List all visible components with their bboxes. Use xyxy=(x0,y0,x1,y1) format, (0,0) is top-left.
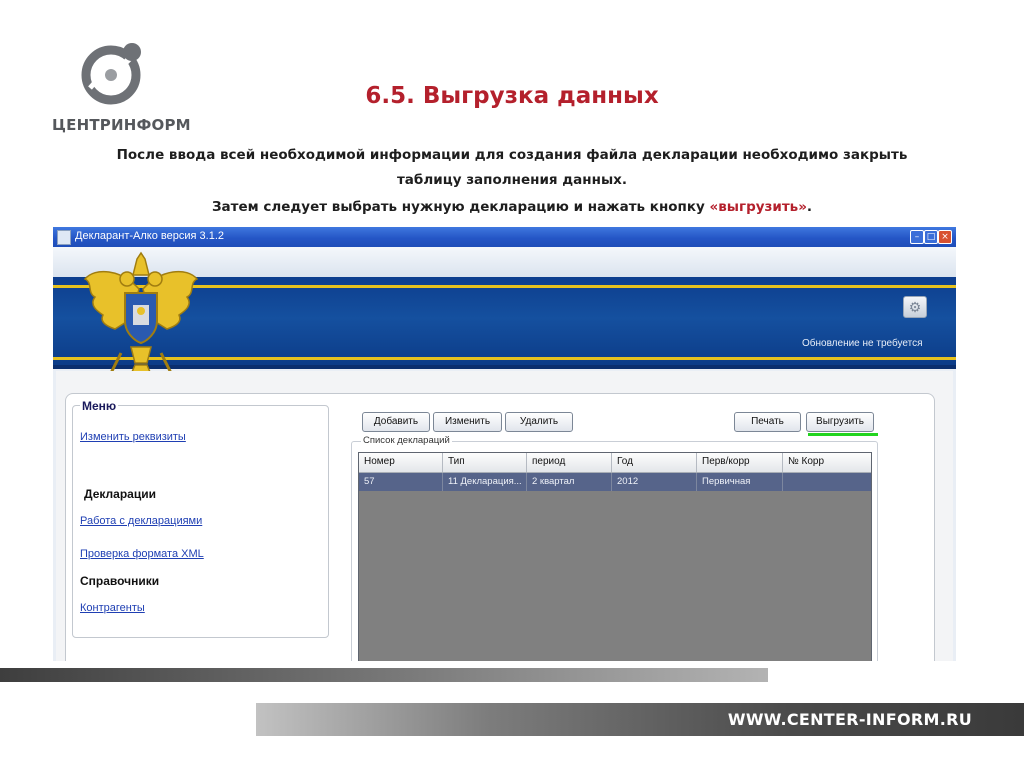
column-header-type[interactable]: Тип xyxy=(443,453,527,472)
menu-link-change-requisites[interactable]: Изменить реквизиты xyxy=(80,431,186,443)
edit-button[interactable]: Изменить xyxy=(433,412,502,432)
minimize-icon[interactable]: – xyxy=(910,230,924,244)
menu-link-counterparties[interactable]: Контрагенты xyxy=(80,602,145,614)
window-titlebar[interactable] xyxy=(53,227,956,247)
website-url: WWW.CENTER-INFORM.RU xyxy=(727,710,972,729)
main-content xyxy=(56,371,953,661)
table-header xyxy=(359,453,871,473)
menu-section-references: Справочники xyxy=(80,574,160,588)
column-header-primary-correction[interactable]: Перв/корр xyxy=(697,453,783,472)
description-line-1: После ввода всей необходимой информации для создания файла декларации необходимо закрыть xyxy=(116,147,908,163)
menu-link-xml-check[interactable]: Проверка формата XML xyxy=(80,548,204,560)
cell-period: 2 квартал xyxy=(527,473,612,491)
logo-text: ЦЕНТРИНФОРМ xyxy=(52,116,191,134)
description-line-3-prefix: Затем следует выбрать нужную декларацию и нажать кнопку xyxy=(211,199,710,215)
delete-button[interactable]: Удалить xyxy=(505,412,573,432)
table-row[interactable] xyxy=(359,473,871,491)
app-icon xyxy=(57,230,71,245)
close-icon[interactable]: × xyxy=(938,230,952,244)
description-line-3 xyxy=(60,199,964,215)
update-button[interactable] xyxy=(903,296,927,318)
export-highlight: «выгрузить» xyxy=(709,199,807,215)
column-header-number[interactable]: Номер xyxy=(359,453,443,472)
column-header-period[interactable]: период xyxy=(527,453,612,472)
print-button[interactable]: Печать xyxy=(734,412,801,432)
export-button[interactable]: Выгрузить xyxy=(806,412,874,432)
cell-number: 57 xyxy=(359,473,443,491)
footer-bar-top xyxy=(0,668,768,682)
export-button-highlight xyxy=(808,433,878,436)
column-header-correction-number[interactable]: № Корр xyxy=(788,456,825,467)
menu-section-declarations: Декларации xyxy=(84,487,156,501)
update-status: Обновление не требуется xyxy=(802,338,923,349)
cell-year: 2012 xyxy=(612,473,697,491)
add-button[interactable]: Добавить xyxy=(362,412,430,432)
column-header-year[interactable]: Год xyxy=(612,453,697,472)
app-window xyxy=(53,227,956,661)
description-line-2: таблицу заполнения данных. xyxy=(396,172,627,188)
maximize-icon[interactable]: □ xyxy=(924,230,938,244)
declarations-list-title: Список деклараций xyxy=(363,435,450,446)
cell-correction-number xyxy=(783,473,871,491)
coat-of-arms-icon xyxy=(81,249,201,381)
cell-type: 11 Декларация... xyxy=(443,473,527,491)
cell-primary-correction: Первичная xyxy=(697,473,783,491)
menu-title: Меню xyxy=(82,399,117,413)
menu-link-work-with-declarations[interactable]: Работа с декларациями xyxy=(80,515,203,527)
slide-title: 6.5. Выгрузка данных xyxy=(365,83,659,109)
declarations-table[interactable] xyxy=(358,452,872,661)
update-icon: ⚙ xyxy=(908,299,922,315)
description-line-3-suffix: . xyxy=(806,199,813,215)
window-title: Декларант-Алко версия 3.1.2 xyxy=(75,230,224,242)
